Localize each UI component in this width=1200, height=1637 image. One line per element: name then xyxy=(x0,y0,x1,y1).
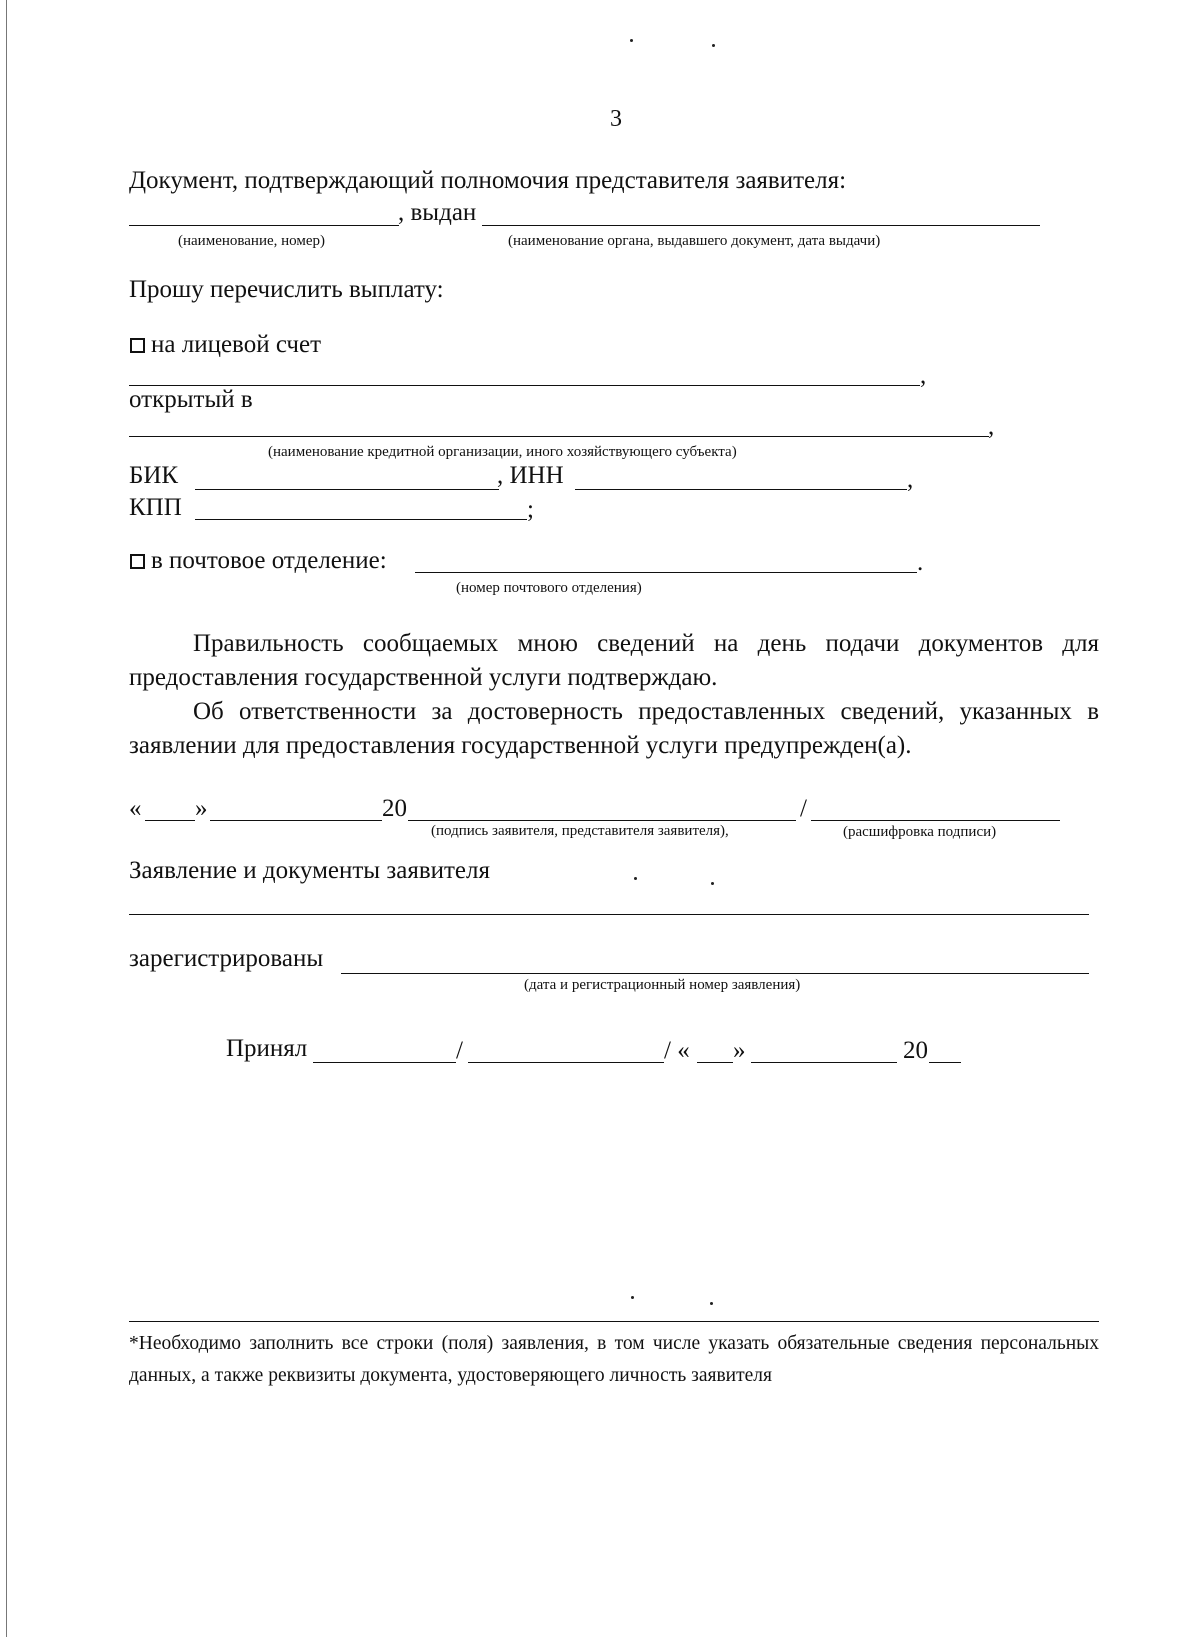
statement-paragraph-1 xyxy=(129,627,1099,695)
inn-field[interactable] xyxy=(575,489,907,490)
inn-comma: , xyxy=(907,466,914,493)
kpp-field[interactable] xyxy=(195,519,527,520)
docs-label: Заявление и документы заявителя xyxy=(129,857,490,884)
bik-field[interactable] xyxy=(195,489,499,490)
scan-speck xyxy=(711,882,714,885)
payment-heading: Прошу перечислить выплату: xyxy=(129,276,444,303)
bank-hint: (наименование кредитной организации, иного хозяйствующего субъекта) xyxy=(268,444,737,460)
docs-field[interactable] xyxy=(129,914,1089,915)
account-option[interactable] xyxy=(130,331,321,359)
sign-quote-open: « xyxy=(129,795,142,822)
kpp-label: КПП xyxy=(129,494,182,521)
accepted-slash-1: / xyxy=(456,1037,463,1064)
rep-doc-heading: Документ, подтверждающий полномочия представителя заявителя: xyxy=(129,167,847,194)
scan-speck xyxy=(630,39,633,42)
statement-text-2: Об ответственности за достоверность предоставленных сведений, указанных в заявлении для предоставления государственной услуги предупрежден(а). xyxy=(129,698,1099,759)
accepted-quote-close: » xyxy=(733,1037,746,1064)
rep-doc-name-hint: (наименование, номер) xyxy=(178,233,326,249)
registered-label: зарегистрированы xyxy=(129,945,324,972)
signature-decode-field[interactable] xyxy=(811,820,1060,821)
scan-speck xyxy=(631,1296,634,1299)
accepted-label: Принял xyxy=(226,1035,308,1062)
accepted-year-label: 20 xyxy=(903,1037,928,1064)
rep-doc-name-field[interactable] xyxy=(129,225,399,226)
post-checkbox[interactable] xyxy=(130,554,145,569)
post-office-field[interactable] xyxy=(415,572,917,573)
inn-label: , ИНН xyxy=(497,462,564,489)
bik-label: БИК xyxy=(129,462,179,489)
account-checkbox[interactable] xyxy=(130,338,145,353)
sign-year-label: 20 xyxy=(382,795,407,822)
accepted-signature-field[interactable] xyxy=(468,1062,664,1063)
signature-field[interactable] xyxy=(408,820,796,821)
footnote: *Необходимо заполнить все строки (поля) заявления, в том числе указать обязательные сведения персональных данных, а также реквизиты документа, удостоверяющего личность заявителя xyxy=(129,1333,1099,1386)
account-comma: , xyxy=(920,362,927,389)
rep-doc-org-hint: (наименование органа, выдавшего документ, дата выдачи) xyxy=(508,233,881,249)
kpp-semicolon: ; xyxy=(527,496,534,523)
registration-field[interactable] xyxy=(341,973,1089,974)
accepted-day-field[interactable] xyxy=(697,1062,733,1063)
scan-speck xyxy=(710,1302,713,1305)
sign-quote-close: » xyxy=(195,795,208,822)
opened-in-label: открытый в xyxy=(129,386,253,413)
accepted-name-field[interactable] xyxy=(313,1062,456,1063)
post-option-label: в почтовое отделение: xyxy=(151,547,387,574)
statement-paragraph-2 xyxy=(129,695,1099,763)
post-period: . xyxy=(917,549,924,576)
accepted-slash-2: / « xyxy=(664,1037,690,1064)
signature-decode-hint: (расшифровка подписи) xyxy=(843,824,997,840)
rep-doc-issued-label: , выдан xyxy=(398,199,477,226)
sign-month-field[interactable] xyxy=(210,820,382,821)
page-number: 3 xyxy=(610,106,622,132)
statement-text-1: Правильность сообщаемых мною сведений на день подачи документов для предоставления государственной услуги подтверждаю. xyxy=(129,630,1099,691)
scan-speck xyxy=(712,44,715,47)
signature-hint: (подпись заявителя, представителя заявителя), xyxy=(431,823,729,839)
post-hint: (номер почтового отделения) xyxy=(456,580,642,596)
accepted-year-field[interactable] xyxy=(929,1062,961,1063)
sign-slash: / xyxy=(800,795,807,822)
scan-speck xyxy=(634,877,637,880)
account-option-label: на лицевой счет xyxy=(151,331,322,358)
bank-name-field[interactable] xyxy=(129,436,989,437)
registration-hint: (дата и регистрационный номер заявления) xyxy=(524,977,801,993)
scan-edge-line xyxy=(6,0,7,1637)
bank-comma: , xyxy=(988,413,995,440)
footnote-separator xyxy=(129,1321,1099,1322)
rep-doc-org-field[interactable] xyxy=(482,225,1040,226)
post-option[interactable] xyxy=(130,547,387,575)
accepted-month-field[interactable] xyxy=(751,1062,897,1063)
sign-day-field[interactable] xyxy=(145,820,195,821)
